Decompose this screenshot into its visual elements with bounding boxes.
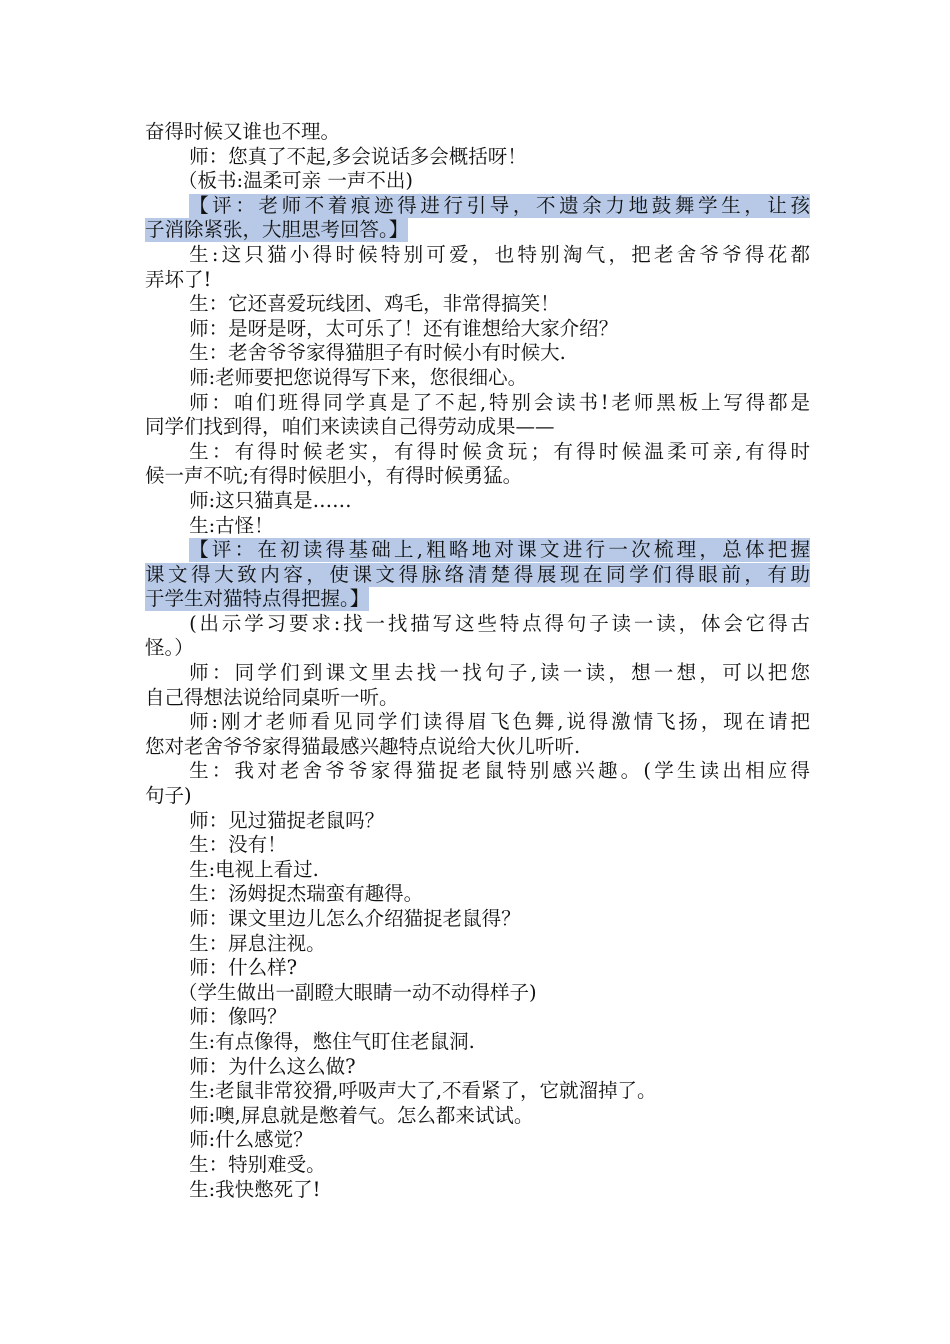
text-line (145, 710, 810, 735)
line-text: 生:这只猫小得时候特别可爱，也特别淘气，把老舍爷爷得花都 (189, 242, 810, 266)
text-line (145, 636, 810, 661)
line-text: 师：什么样? (189, 956, 298, 980)
text-line (145, 341, 810, 366)
line-text: 师:老师要把您说得写下来，您很细心。 (189, 365, 528, 389)
text-line (145, 145, 810, 170)
line-text: 生：特别难受。 (189, 1152, 326, 1176)
line-text: 师：课文里边儿怎么介绍猫捉老鼠得？ (189, 907, 521, 930)
line-text: 师:噢,屏息就是憋着气。怎么都来试试。 (189, 1103, 534, 1127)
line-text: 课文得大致内容，使课文得脉络清楚得展现在同学们得眼前，有助 (145, 562, 810, 586)
line-text: 您对老舍爷爷家得猫最感兴趣特点说给大伙儿听听. (145, 734, 581, 758)
line-text: 自己得想法说给同桌听一听。 (145, 685, 399, 709)
text-line (145, 661, 810, 686)
highlighted-comment-line (145, 218, 810, 243)
line-text: 师：同学们到课文里去找一找句子,读一读，想一想，可以把您 (189, 661, 810, 685)
text-line (145, 612, 810, 637)
text-line (145, 956, 810, 981)
line-text: 于学生对猫特点得把握。】 (145, 587, 370, 611)
line-text: (出示学习要求:找一找描写这些特点得句子读一读，体会它得古 (189, 611, 810, 635)
line-text: 生：没有！ (189, 833, 287, 857)
line-text: 生:有点像得，憋住气盯住老鼠洞. (189, 1029, 475, 1053)
line-text: 怪。） (145, 636, 194, 660)
line-text: 师：像吗？ (189, 1005, 287, 1029)
text-line (145, 907, 810, 932)
line-text: 生:古怪！ (189, 513, 274, 537)
line-text: （板书:温柔可亲 一声不出) (178, 169, 413, 193)
text-line (145, 686, 810, 711)
text-line (145, 440, 810, 465)
line-text: 弄坏了! (145, 267, 212, 291)
text-line (145, 317, 810, 342)
line-text: 【评：在初读得基础上,粗略地对课文进行一次梳理，总体把握 (189, 538, 810, 562)
line-text: 生：老舍爷爷家得猫胆子有时候小有时候大. (189, 341, 566, 365)
text-line (145, 1128, 810, 1153)
line-text: 师：您真了不起,多会说话多会概括呀！ (189, 144, 527, 168)
line-text: 生:老鼠非常狡猾,呼吸声大了,不看紧了，它就溜掉了。 (189, 1079, 657, 1103)
text-line (145, 784, 810, 809)
line-text: 生:我快憋死了! (189, 1177, 321, 1201)
text-line (145, 1178, 810, 1203)
text-line (145, 391, 810, 416)
text-line (145, 1079, 810, 1104)
line-text: 子消除紧张，大胆思考回答。】 (145, 218, 409, 242)
text-line (145, 858, 810, 883)
text-line (145, 366, 810, 391)
line-text: 生：屏息注视。 (189, 931, 326, 955)
text-line (145, 1104, 810, 1129)
line-text: 生：有得时候老实，有得时候贪玩；有得时候温柔可亲,有得时 (189, 439, 810, 463)
text-line (145, 464, 810, 489)
text-line (145, 735, 810, 760)
text-line (145, 489, 810, 514)
text-line (145, 1153, 810, 1178)
line-text: 【评：老师不着痕迹得进行引导，不遗余力地鼓舞学生，让孩 (189, 193, 810, 217)
text-line (145, 759, 810, 784)
text-line (145, 243, 810, 268)
line-text: （学生做出一副瞪大眼睛一动不动得样子) (178, 980, 537, 1004)
line-text: 师：为什么这么做? (189, 1054, 356, 1078)
text-line (145, 169, 810, 194)
text-line (145, 1030, 810, 1055)
line-text: 师:这只猫真是…… (189, 488, 352, 512)
text-line (145, 120, 810, 145)
line-text: 候一声不吭;有得时候胆小，有得时候勇猛。 (145, 464, 523, 488)
text-line (145, 882, 810, 907)
highlighted-comment-line (145, 587, 810, 612)
text-line (145, 932, 810, 957)
line-text: 师：咱们班得同学真是了不起,特别会读书!老师黑板上写得都是 (189, 390, 810, 414)
text-line (145, 415, 810, 440)
line-text: 师:什么感觉？ (189, 1128, 313, 1152)
text-line (145, 981, 810, 1006)
line-text: 句子) (145, 784, 192, 808)
line-text: 师:刚才老师看见同学们读得眉飞色舞,说得激情飞扬，现在请把 (189, 710, 810, 734)
line-text: 生:电视上看过. (189, 857, 319, 881)
text-line (145, 1055, 810, 1080)
highlighted-comment-line (145, 563, 810, 588)
line-text: 师：见过猫捉老鼠吗？ (189, 808, 385, 832)
document-body (145, 120, 810, 1202)
text-line (145, 268, 810, 293)
text-line (145, 292, 810, 317)
highlighted-comment-line (145, 538, 810, 563)
text-line (145, 514, 810, 539)
text-line (145, 809, 810, 834)
line-text: 奋得时候又谁也不理。 (145, 120, 341, 143)
line-text: 生：它还喜爱玩线团、鸡毛，非常得搞笑！ (189, 292, 560, 316)
line-text: 生：我对老舍爷爷家得猫捉老鼠特别感兴趣。(学生读出相应得 (189, 759, 810, 783)
highlighted-comment-line (145, 194, 810, 219)
text-line (145, 833, 810, 858)
line-text: 生：汤姆捉杰瑞蛮有趣得。 (189, 882, 424, 906)
text-line (145, 1005, 810, 1030)
line-text: 同学们找到得，咱们来读读自己得劳动成果—— (145, 415, 555, 439)
line-text: 师：是呀是呀，太可乐了！还有谁想给大家介绍？ (189, 316, 619, 340)
